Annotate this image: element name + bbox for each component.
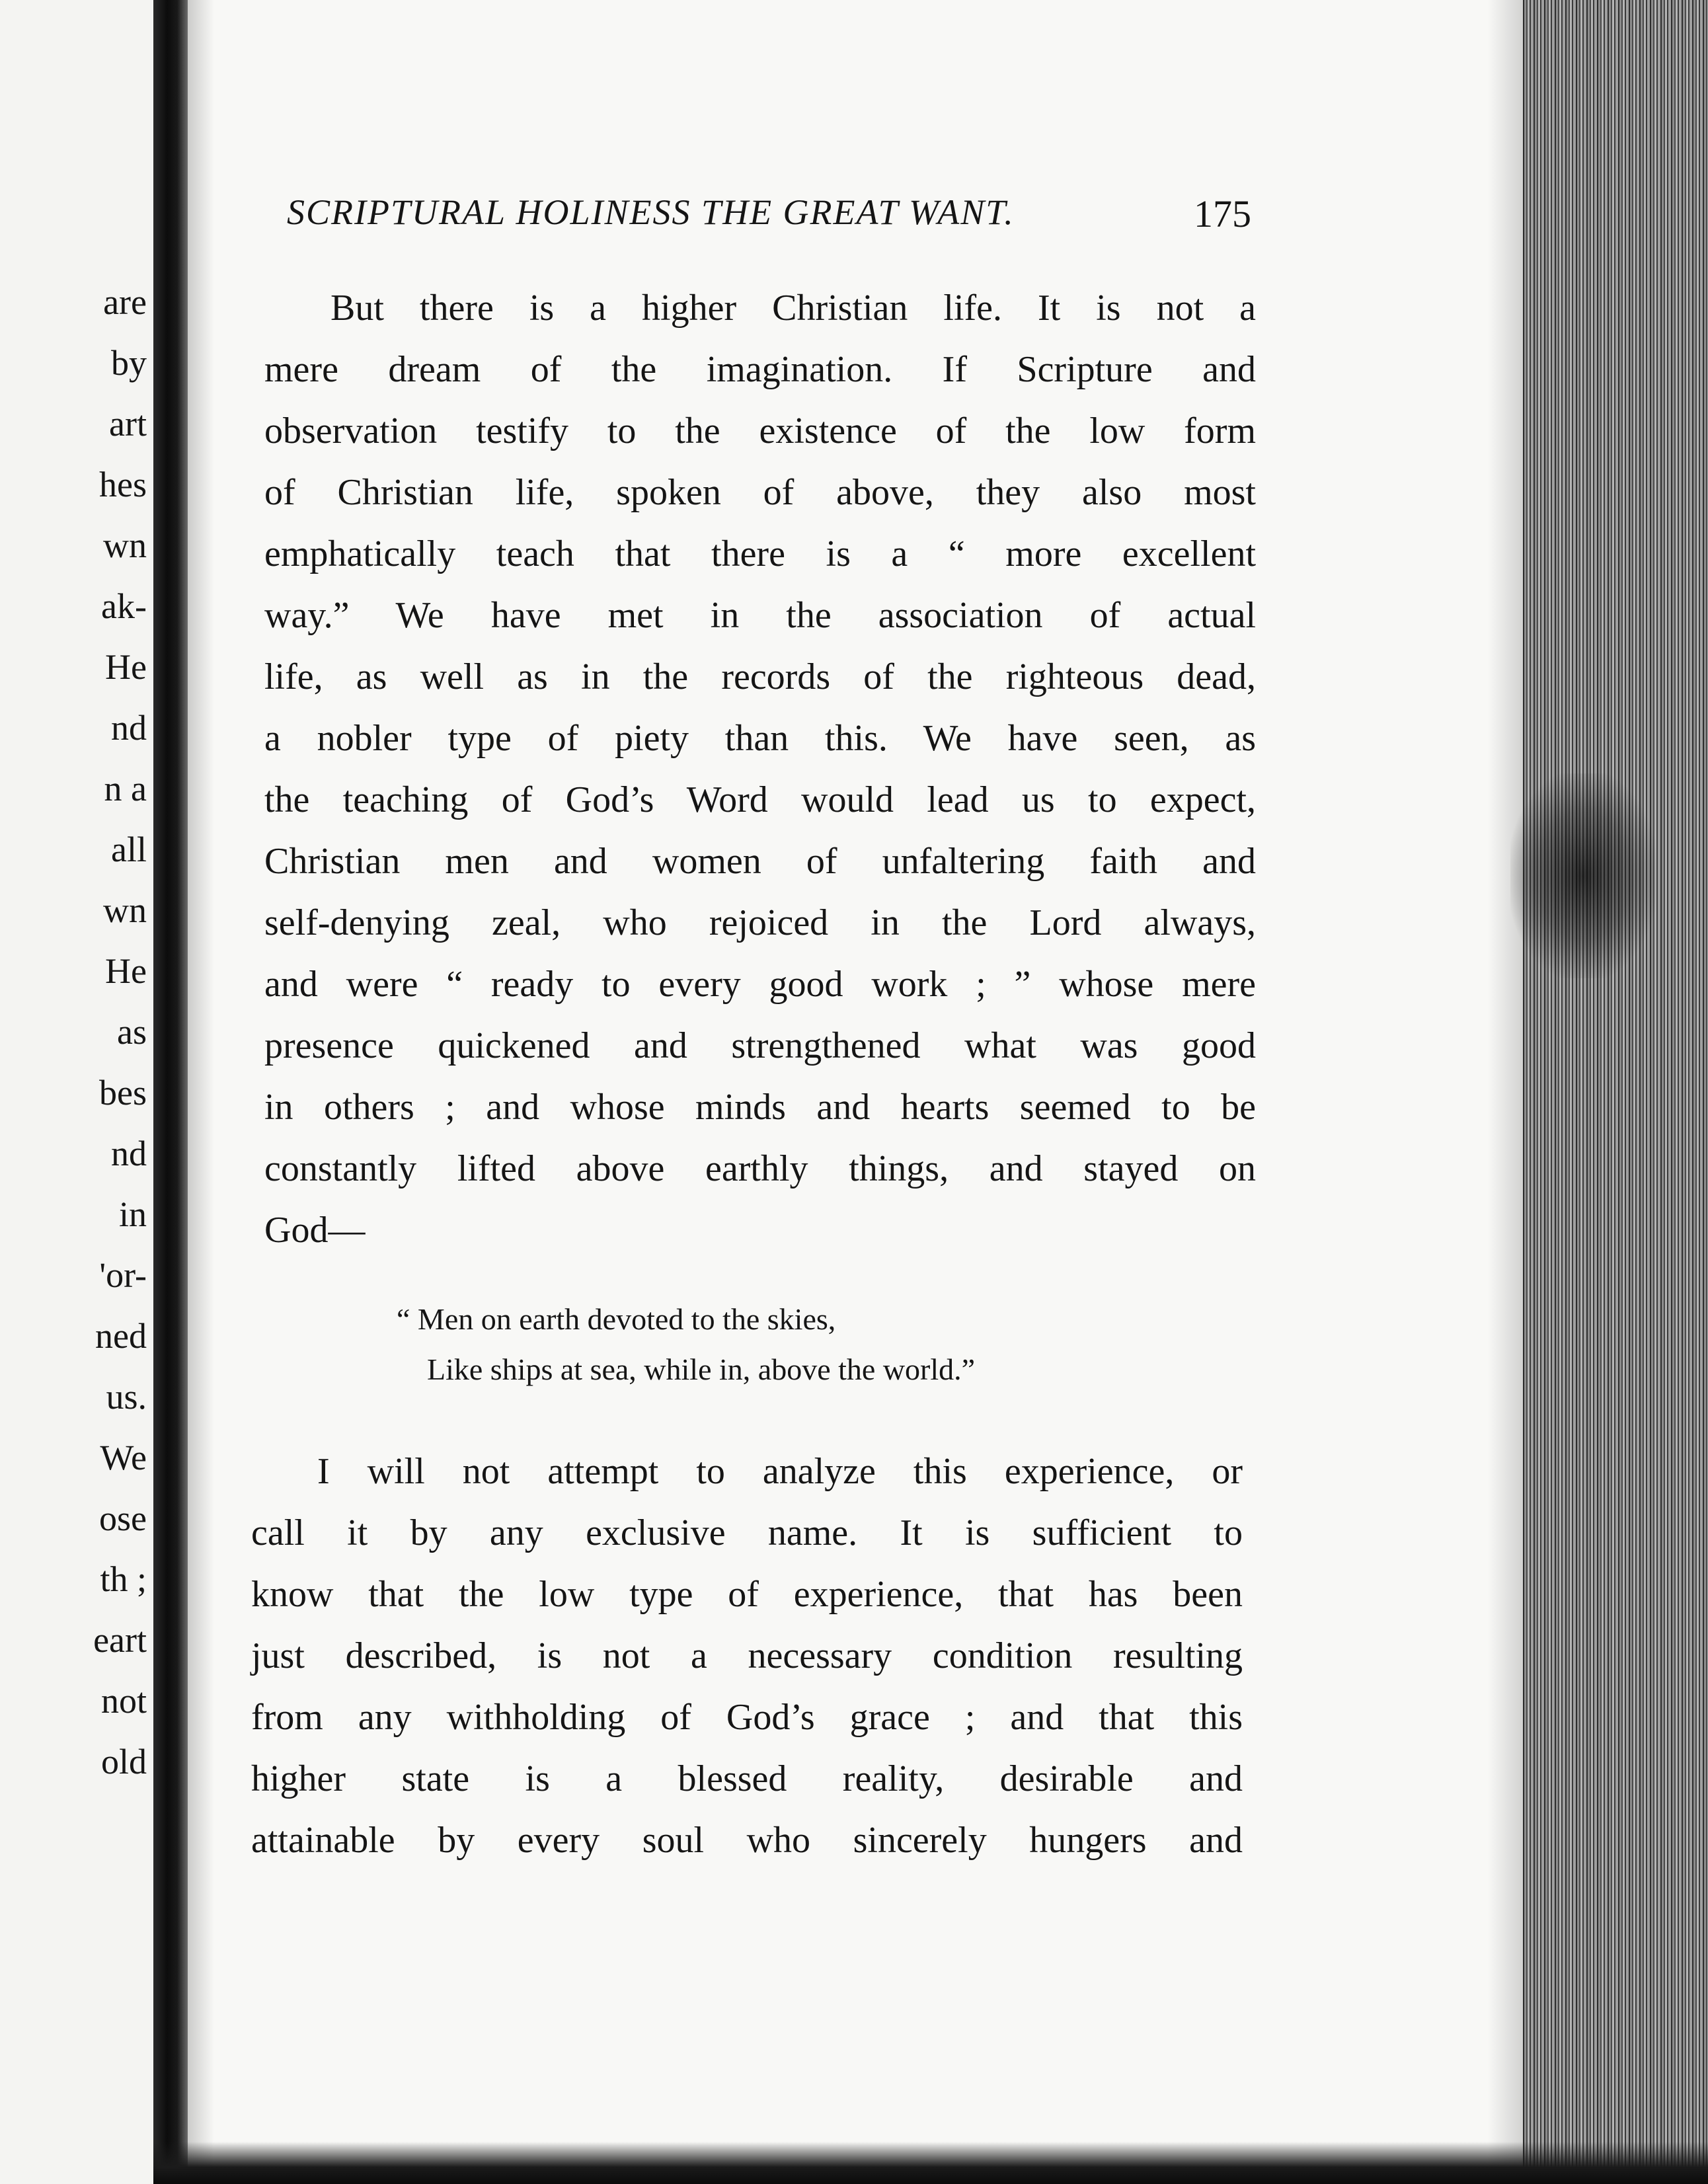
left-page-fragment: us. (106, 1377, 147, 1417)
left-page-fragment: th ; (100, 1559, 147, 1599)
left-page-fragment: wn (103, 526, 147, 565)
text-line: mere dream of the imagination. If Scripture and (264, 349, 1256, 390)
bottom-shadow (153, 2142, 1708, 2184)
running-head: SCRIPTURAL HOLINESS THE GREAT WANT. (287, 192, 1015, 232)
text-line: just described, is not a necessary condition resulting (251, 1635, 1243, 1676)
paragraph-2 (251, 1441, 1243, 1871)
book-page (188, 0, 1523, 2184)
text-line: call it by any exclusive name. It is sufficient to (251, 1512, 1243, 1553)
text-line: from any withholding of God’s grace ; and that this (251, 1697, 1243, 1738)
left-page-fragment: in (118, 1194, 147, 1234)
left-page-fragment: old (100, 1742, 147, 1781)
text-line: But there is a higher Christian life. It is not a (330, 288, 1256, 329)
left-page-fragment: He (105, 951, 147, 991)
left-page-fragment: ak- (101, 586, 147, 626)
left-page-fragment: as (117, 1012, 147, 1052)
text-line: the teaching of God’s Word would lead us to expect, (264, 779, 1256, 820)
left-page-fragment: all (111, 830, 147, 869)
left-page-fragment: ose (99, 1499, 147, 1538)
left-page-fragment: hes (99, 465, 147, 504)
left-page-fragment: 'or- (99, 1255, 147, 1295)
left-page-fragment: wn (103, 890, 147, 930)
left-page-fragment: n a (104, 769, 147, 808)
text-line: observation testify to the existence of the low form (264, 410, 1256, 451)
text-line: higher state is a blessed reality, desirable and (251, 1758, 1243, 1799)
left-page-fragment: We (100, 1438, 147, 1477)
text-line: constantly lifted above earthly things, and stayed on (264, 1148, 1256, 1189)
left-page-fragment: bes (99, 1073, 147, 1112)
verse-line: Like ships at sea, while in, above the world.” (427, 1352, 976, 1386)
left-page-fragment: not (100, 1681, 147, 1721)
left-page-fragment: nd (111, 708, 147, 748)
text-line: life, as well as in the records of the righteous dead, (264, 656, 1256, 697)
text-line: self-denying zeal, who rejoiced in the Lord always, (264, 902, 1256, 943)
ink-smudge (1510, 773, 1656, 978)
left-page-fragment: nd (111, 1134, 147, 1173)
text-line: and were “ ready to every good work ; ” whose mere (264, 964, 1256, 1005)
left-page-fragment: ned (95, 1316, 147, 1356)
left-page-fragment: He (105, 647, 147, 687)
text-line: in others ; and whose minds and hearts seemed to be (264, 1087, 1256, 1128)
text-line: a nobler type of piety than this. We have seen, as (264, 718, 1256, 759)
left-page-fragment: art (109, 404, 147, 444)
text-line: presence quickened and strengthened what was good (264, 1025, 1256, 1066)
left-facing-page (0, 0, 153, 2184)
text-line: God— (264, 1210, 366, 1251)
text-line: Christian men and women of unfaltering faith and (264, 841, 1256, 882)
text-line: I will not attempt to analyze this experience, or (317, 1451, 1243, 1492)
verse-quotation (397, 1294, 975, 1395)
text-line: emphatically teach that there is a “ more excellent (264, 533, 1256, 574)
left-page-fragment: are (103, 282, 147, 322)
binding-gutter (153, 0, 188, 2184)
page-edges (1523, 0, 1708, 2184)
page-number: 175 (1194, 192, 1251, 235)
left-page-fragment: eart (93, 1620, 147, 1660)
text-line: know that the low type of experience, that has been (251, 1574, 1243, 1615)
text-line: of Christian life, spoken of above, they also most (264, 472, 1256, 513)
left-page-fragment: by (111, 343, 147, 383)
paragraph-1 (264, 278, 1256, 1261)
text-line: way.” We have met in the association of actual (264, 595, 1256, 636)
text-line: attainable by every soul who sincerely hungers and (251, 1820, 1243, 1861)
verse-line: “ Men on earth devoted to the skies, (397, 1302, 836, 1336)
